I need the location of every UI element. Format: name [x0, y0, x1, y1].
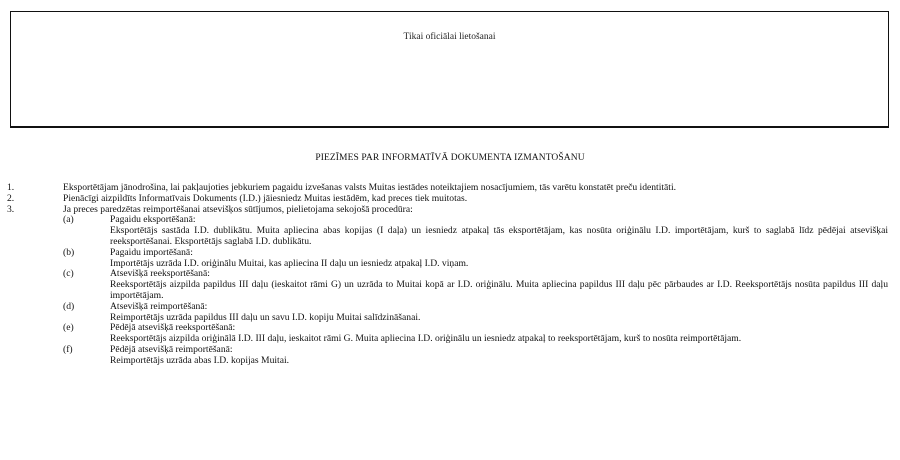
subitem-letter: (b) — [63, 246, 75, 258]
subitem-letter: (a) — [63, 214, 74, 226]
official-use-box — [10, 11, 889, 128]
subitem-title: Pagaidu importēšanā: — [110, 246, 193, 258]
subitem-d — [0, 302, 900, 324]
subitem-b — [0, 248, 900, 270]
subitem-body: Reimportētājs uzrāda papildus III daļu un savu I.D. kopiju Muitai salīdzināšanai. — [110, 311, 421, 323]
subitem-body: Reeksportētājs aizpilda papildus III daļu (ieskaitot rāmi G) un uzrāda to Muitai kopā ar I.D. oriģinālu. Muita apliecina papildus III daļu pēc pārbaudes ar I.D. Reeksportētājs nosūta papildus III daļu importētājam. — [110, 279, 888, 301]
subitem-title: Atsevišķā reeksportēšanā: — [110, 268, 210, 280]
subitem-c — [0, 269, 900, 301]
subitem-e — [0, 323, 900, 345]
note-text: Eksportētājam jānodrošina, lai pakļaujoties jebkuriem pagaidu izvešanas valsts Muitas iestādes noteiktajiem nosacījumiem, tās varētu konstatēt preču identitāti. — [63, 182, 677, 193]
notes-list — [0, 183, 900, 367]
subitem-letter: (c) — [63, 268, 74, 280]
official-use-label: Tikai oficiālai lietošanai — [403, 32, 496, 42]
subitem-title: Pagaidu eksportēšanā: — [110, 214, 196, 226]
note-number: 1. — [7, 182, 15, 193]
subitem-title: Atsevišķā reimportēšanā: — [110, 300, 208, 312]
subitem-letter: (f) — [63, 343, 73, 355]
note-number: 2. — [7, 192, 15, 204]
subitem-body: Importētājs uzrāda I.D. oriģinālu Muitai, kas apliecina II daļu un iesniedz atpakaļ I.D. viņam. — [110, 257, 469, 269]
subitem-letter: (e) — [63, 322, 74, 334]
subitem-title: Pēdējā atsevišķā reeksportēšanā: — [110, 322, 236, 334]
subitem-body: Reeksportētājs aizpilda oriģinālā I.D. III daļu, ieskaitot rāmi G. Muita apliecina I.D. oriģinālu un iesniedz atpakaļ to reeksportētājam, kurš to nosūta reimportētājam. — [110, 333, 742, 345]
subitem-body: Reimportētājs uzrāda abas I.D. kopijas Muitai. — [110, 354, 290, 366]
note-number: 3. — [7, 203, 15, 215]
subitem-f — [0, 345, 900, 367]
subitem-a — [0, 215, 900, 247]
subitem-title: Pēdējā atsevišķā reimportēšanā: — [110, 343, 233, 355]
subitem-body: Eksportētājs sastāda I.D. dublikātu. Muita apliecina abas kopijas (I daļa) un iesniedz atpakaļ tās eksportētājam, kas nosūta oriģinālu I.D. importētājam, kurš to saglabā līdz pēdējai atsevišķai reeksportēšanai. Eksportētājs saglabā I.D. dublikātu. — [110, 225, 888, 247]
notes-title: PIEZĪMES PAR INFORMATĪVĀ DOKUMENTA IZMANTOŠANU — [315, 153, 585, 163]
note-text: Ja preces paredzētas reimportēšanai atsevišķos sūtījumos, pielietojama sekojošā procedūra: — [63, 203, 413, 215]
note-item-2 — [0, 194, 900, 205]
note-text: Pienācīgi aizpildīts Informatīvais Dokuments (I.D.) jāiesniedz Muitas iestādēm, kad preces tiek muitotas. — [63, 192, 468, 204]
subitem-letter: (d) — [63, 300, 75, 312]
